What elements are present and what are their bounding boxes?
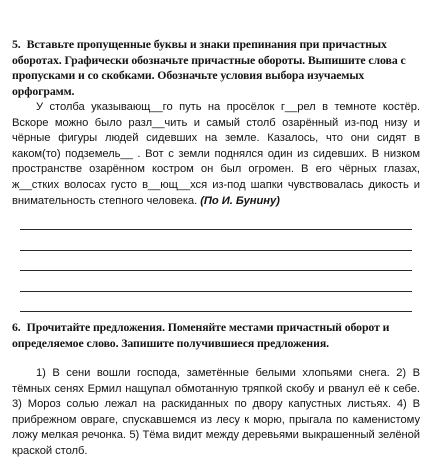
task-5-text bbox=[12, 100, 420, 209]
task-6-number: 6. bbox=[12, 320, 21, 334]
task-5-source: (По И. Бунину) bbox=[200, 194, 280, 207]
task-6-sentences: 1) В сени вошли господа, заметённые белыми хлопьями снега. 2) В тёмных сенях Ермил нащупал обмотанную тряпкой скобу и рванул её к себе. 3) Мороз солью лежал на раскиданных по двору капустных листьях. 4) В прибрежном овраге, спускавшемся из лесу к морю, прыгала по каменистому ложу мелкая речонка. 5) Тёма видит между деревьями выкрашенный зелёной краской столб. bbox=[12, 367, 420, 457]
answer-lines bbox=[20, 229, 412, 332]
task-5-instruction-text: Вставьте пропущенные буквы и знаки препинания при причастных оборотах. Графически обозначьте причастные обороты. Выпишите слова с пропусками и со скобками. Обозначьте условия выбора изучаемых орфограмм. bbox=[12, 37, 406, 98]
answer-line[interactable] bbox=[20, 250, 412, 251]
task-6-instruction-text: Прочитайте предложения. Поменяйте местами причастный оборот и определяемое слово. Запишите получившиеся предложения. bbox=[12, 320, 390, 350]
task-6-instruction bbox=[12, 320, 419, 351]
task-6-text bbox=[12, 366, 420, 460]
answer-line[interactable] bbox=[20, 291, 412, 292]
task-5-number: 5. bbox=[12, 37, 21, 51]
task-5-passage: У столба указывающ__го путь на просёлок г__рел в темноте костёр. Вскоре можно было разл__чить и самый столб озарённый из-под низу и чёрные фигуры людей сидевших на земле. Казалось, что они сидят в каком(то) подземель__ . Вот с земли поднялся один из сидевших. В низком пространстве озарённом костром он был огромен. В его чёрных глазах, ж__стких волосах густо в__ющ__хся из-под шапки чувствовалась дикость и внимательность степного человека. bbox=[12, 101, 420, 207]
task-5-instruction bbox=[12, 37, 419, 99]
answer-line[interactable] bbox=[20, 311, 412, 312]
answer-line[interactable] bbox=[20, 270, 412, 271]
answer-line[interactable] bbox=[20, 229, 412, 230]
